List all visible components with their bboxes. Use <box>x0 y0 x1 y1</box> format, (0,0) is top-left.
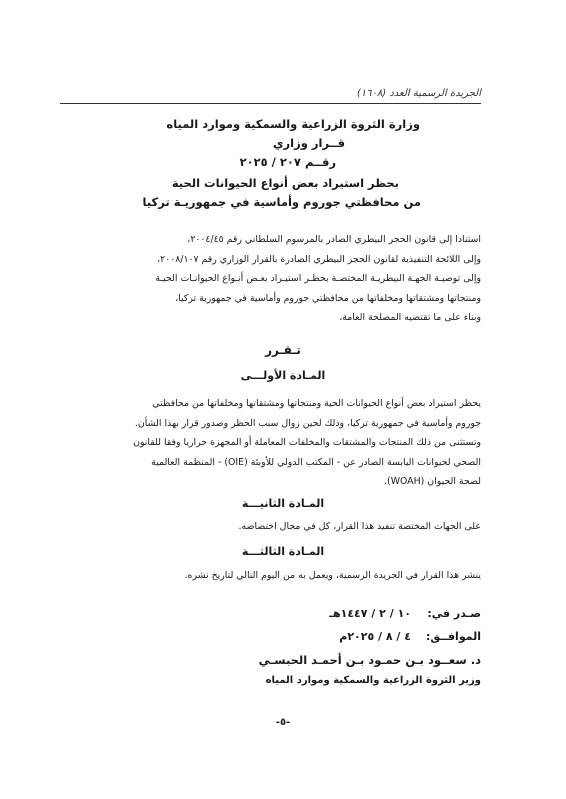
subject-line-1: بحظر استيراد بعض أنواع الحيوانات الحية <box>171 176 399 190</box>
page-number: -٥- <box>275 717 291 728</box>
article-3-body <box>89 566 481 586</box>
article-line: لصحة الحيوان (WOAH). <box>384 476 481 487</box>
signatory-name: د. سعــود بـن حمـود بـن أحمـد الحبسـي <box>258 653 481 667</box>
preamble <box>89 230 481 328</box>
header-divider <box>60 103 481 104</box>
decision-number: رقــم ٢٠٧ / ٢٠٢٥ <box>239 155 336 169</box>
preamble-line: ومنتجاتها ومشتقاتها ومخلفاتها من محافظتي جوروم وأماسية في جمهورية تركيا، <box>175 292 481 304</box>
article-2-body <box>89 517 481 537</box>
article-1-body <box>89 394 481 492</box>
subject-line-2: من محافظتي جوروم وأماسية في جمهوريـة تركيا <box>142 195 421 209</box>
article-line: يحظر استيراد بعض أنواع الحيوانات الحية ومنتجاتها ومشتقاتها ومخلفاتها من محافظتي <box>152 398 481 409</box>
gregorian-label: الموافــق: <box>426 630 481 643</box>
preamble-line: استنادا إلى قانون الحجر البيطري الصادر بالمرسوم السلطاني رقم ٢٠٠٤/٤٥، <box>187 234 481 245</box>
article-1-heading: المـادة الأولـــى <box>240 369 326 382</box>
decision-type: قــرار وزاري <box>273 136 345 150</box>
article-line: الصحي لحيوانات اليابسة الصادر عن - المكتب الدولي للأوبئة (OIE) - المنظمة العالمية <box>151 456 481 468</box>
decides-heading: تـقـرر <box>265 343 301 357</box>
article-line: ينشر هذا القرار في الجريدة الرسمية، ويعمل به من اليوم التالي لتاريخ نشره. <box>184 570 481 581</box>
article-line: وتستثنى من ذلك المنتجات والمشتقات والمخلفات المعاملة أو المجهزة حراريا وفقا للقانون <box>133 437 481 448</box>
article-3-heading: المـادة الثالثـــة <box>241 545 325 558</box>
hijri-date: ١٠ / ٢ / ١٤٤٧هـ <box>329 607 411 620</box>
article-2-heading: المـادة الثانيـــة <box>241 497 325 510</box>
gregorian-date: ٤ / ٨ / ٢٠٢٥م <box>339 630 411 643</box>
signatory-title: وزير الثروة الزراعية والسمكية وموارد المياه <box>265 675 481 686</box>
preamble-line: وبناء على ما تقتضيه المصلحة العامة، <box>339 312 481 323</box>
hijri-label: صـدر في: <box>427 607 481 620</box>
preamble-line: وإلى اللائحة التنفيذية لقانون الحجر البيطري الصادرة بالقرار الوزاري رقم ٢٠٠٨/١٠٧، <box>157 253 481 265</box>
article-line: جوروم وأماسية في جمهورية تركيا، وذلك لحين زوال سبب الحظر وصدور قرار بهذا الشأن. <box>134 417 481 429</box>
gazette-header: الجريدة الرسمية العدد (١٦٠٨) <box>356 88 481 99</box>
ministry-name: وزارة الثروة الزراعية والسمكية وموارد المياه <box>166 117 420 131</box>
preamble-line: وإلى توصيـة الجهـة البيطريـة المختصـة بحظـر استيـراد بعـض أنـواع الحيوانـات الحيـة <box>155 273 481 284</box>
article-line: على الجهات المختصة تنفيذ هذا القرار، كل في مجال اختصاصه. <box>238 521 481 532</box>
